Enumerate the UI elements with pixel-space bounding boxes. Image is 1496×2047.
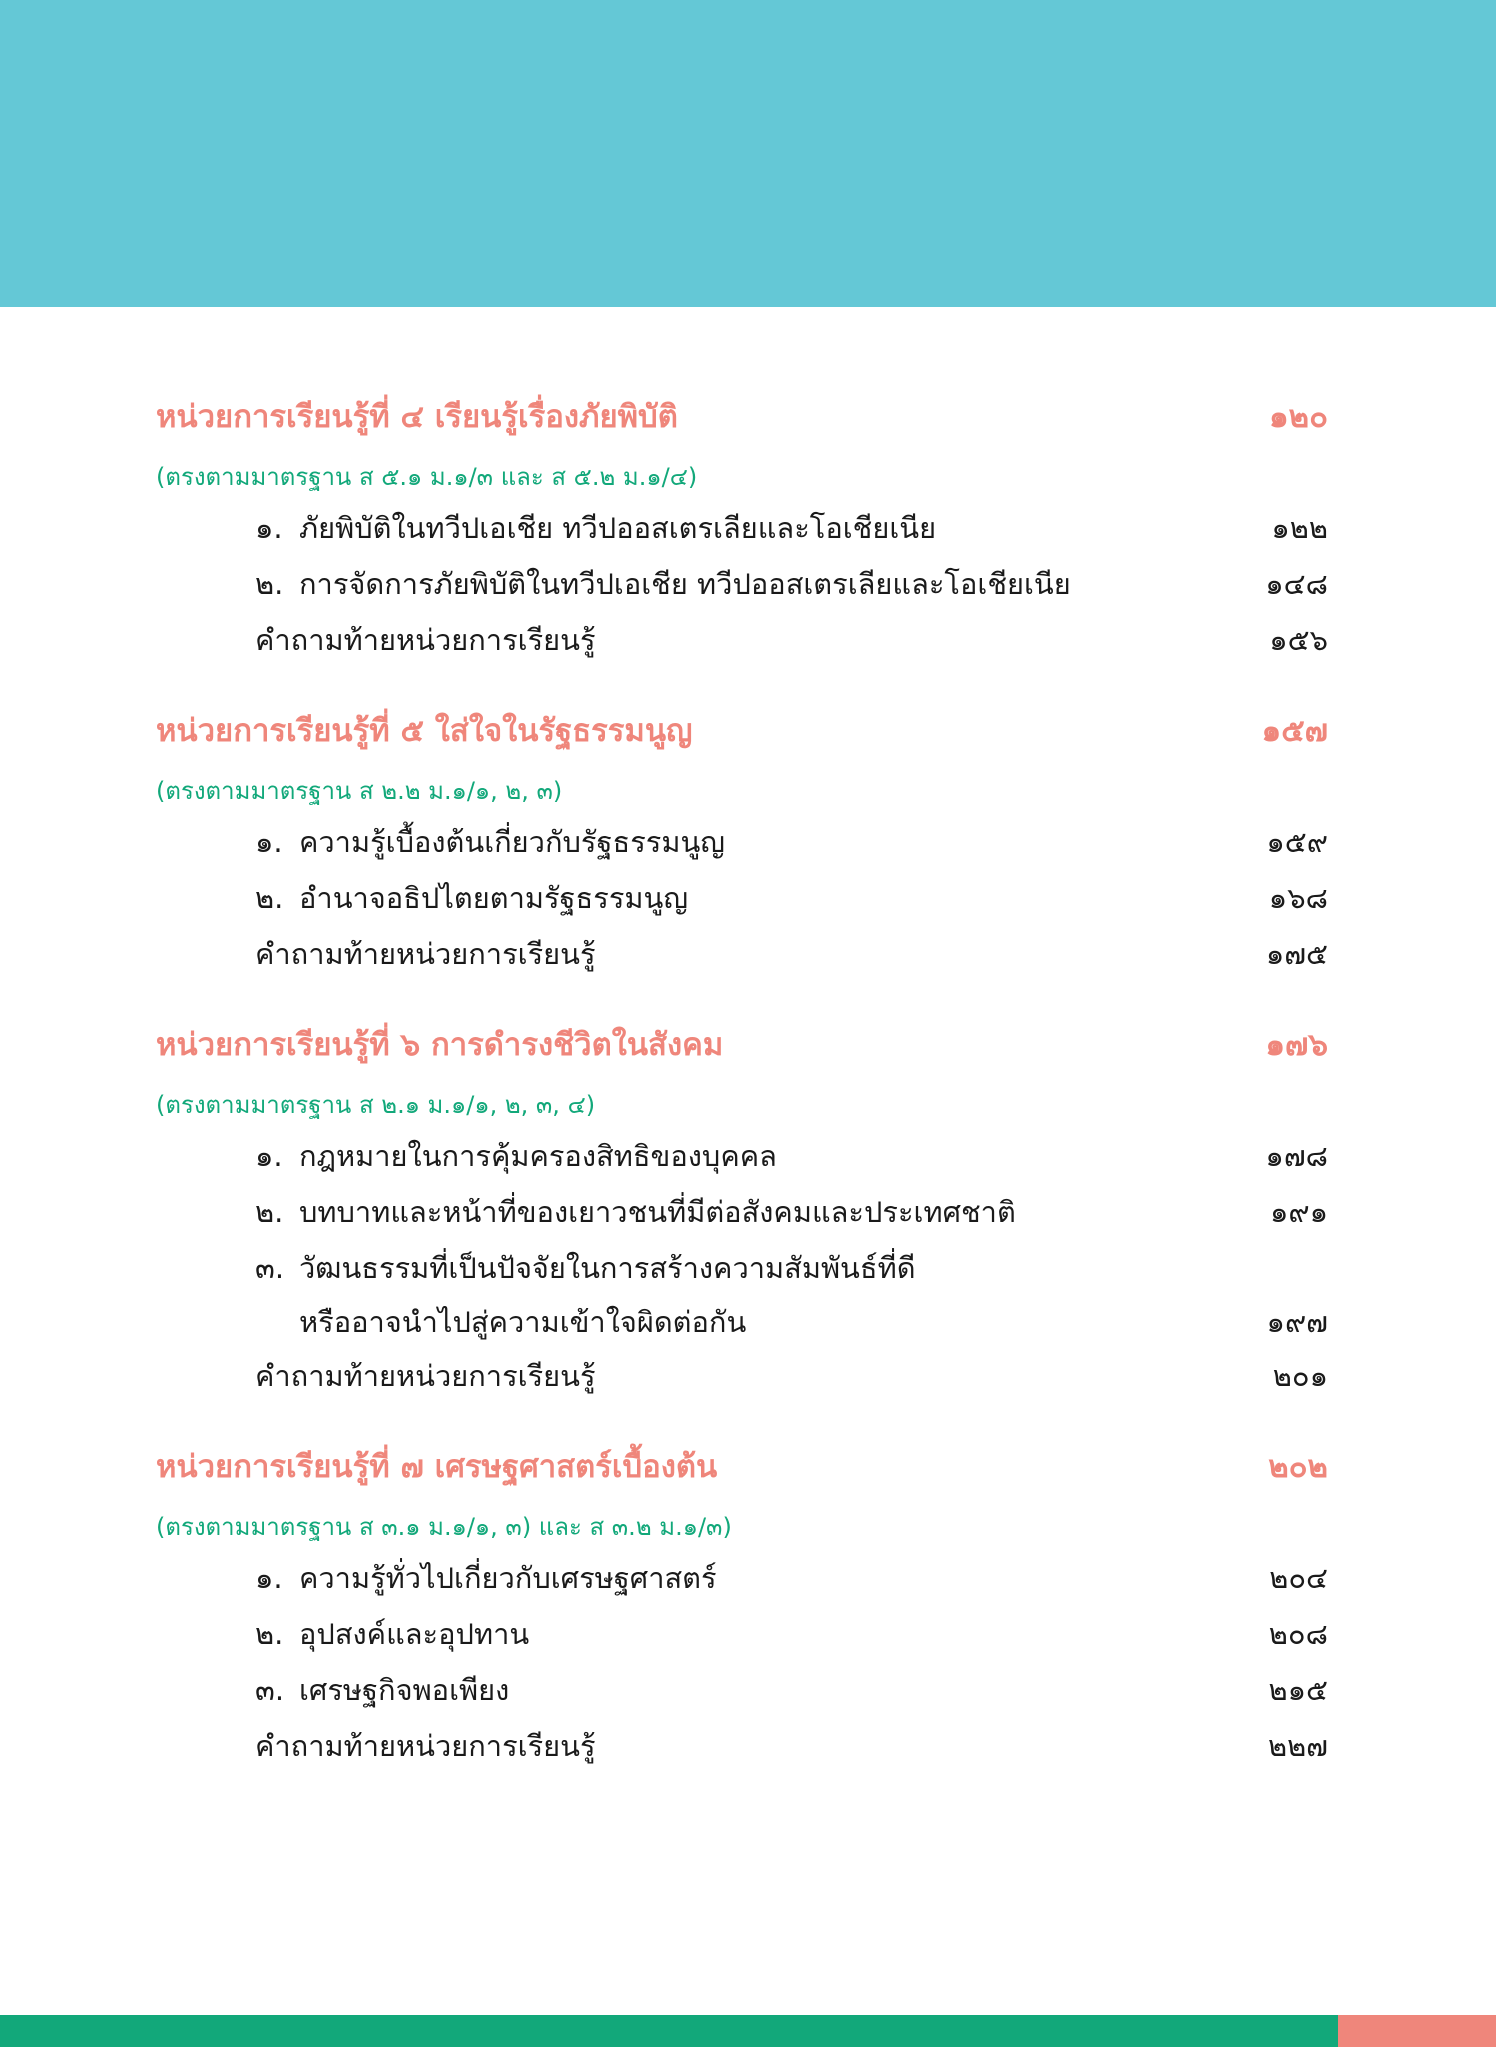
unit-title: หน่วยการเรียนรู้ที่ ๕ ใส่ใจในรัฐธรรมนูญ [156,713,693,749]
item-page-number: ๑๕๙ [1266,825,1328,859]
item-number: ๑. [255,1139,283,1173]
toc-item[interactable] [0,1606,1496,1662]
footer-bar-green [0,2015,1338,2047]
item-label [255,814,725,870]
item-page-number: ๑๙๗ [1266,1305,1328,1339]
item-page-number: ๒๐๔ [1269,1561,1328,1595]
unit-page-number: ๑๗๖ [1265,1027,1328,1063]
quiz-page-number: ๒๒๗ [1267,1729,1328,1763]
item-number: ๑. [255,511,283,545]
item-label [255,556,1071,612]
unit-standard [0,768,1496,814]
quiz-text: คำถามท้ายหน่วยการเรียนรู้ [255,937,596,971]
quiz-page-number: ๑๗๕ [1265,937,1328,971]
toc-item[interactable] [0,1184,1496,1240]
quiz-text: คำถามท้ายหน่วยการเรียนรู้ [255,623,596,657]
unit-6 [0,1008,1496,1404]
unit-heading[interactable] [0,1008,1496,1082]
unit-title: หน่วยการเรียนรู้ที่ ๔ เรียนรู้เรื่องภัยพิบัติ [156,399,678,435]
quiz-text: คำถามท้ายหน่วยการเรียนรู้ [255,1359,596,1393]
item-page-number: ๑๒๒ [1271,511,1328,545]
item-label [255,1662,509,1718]
item-label [255,1128,777,1184]
standard-text: (ตรงตามมาตรฐาน ส ๓.๑ ม.๑/๑, ๓) และ ส ๓.๒ ม.๑/๓) [156,1513,732,1541]
toc-item[interactable] [0,556,1496,612]
toc-item-continuation[interactable] [0,1296,1496,1348]
unit-title: หน่วยการเรียนรู้ที่ ๗ เศรษฐศาสตร์เบื้องต้น [156,1449,718,1485]
item-number: ๒. [255,567,284,601]
item-text: ความรู้เบื้องต้นเกี่ยวกับรัฐธรรมนูญ [299,825,726,859]
unit-standard [0,1504,1496,1550]
standard-text: (ตรงตามมาตรฐาน ส ๕.๑ ม.๑/๓ และ ส ๕.๒ ม.๑/๔) [156,463,698,491]
toc-item[interactable] [0,1128,1496,1184]
toc-item[interactable] [0,1240,1496,1296]
unit-7 [0,1430,1496,1774]
item-page-number: ๑๗๘ [1265,1139,1328,1173]
unit-standard [0,454,1496,500]
top-banner [0,0,1496,307]
item-number: ๒. [255,1195,284,1229]
item-text: บทบาทและหน้าที่ของเยาวชนที่มีต่อสังคมและประเทศชาติ [299,1195,1016,1229]
unit-page-number: ๑๒๐ [1268,399,1328,435]
unit-heading[interactable] [0,694,1496,768]
item-label [255,500,936,556]
unit-page-number: ๒๐๒ [1268,1449,1328,1485]
item-number: ๑. [255,1561,283,1595]
quiz-page-number: ๒๐๑ [1272,1359,1328,1393]
toc-item[interactable] [0,1662,1496,1718]
unit-page-number: ๑๕๗ [1261,713,1328,749]
item-text: อำนาจอธิปไตยตามรัฐธรรมนูญ [299,881,689,915]
item-text: ความรู้ทั่วไปเกี่ยวกับเศรษฐศาสตร์ [299,1561,717,1595]
item-text: อุปสงค์และอุปทาน [299,1617,530,1651]
item-label [255,1184,1016,1240]
unit-4 [0,380,1496,668]
toc-item[interactable] [0,814,1496,870]
item-number: ๒. [255,1617,284,1651]
table-of-contents [0,380,1496,1800]
item-number: ๓. [255,1251,285,1285]
toc-item[interactable] [0,1550,1496,1606]
unit-standard [0,1082,1496,1128]
item-label [255,1606,529,1662]
item-page-number: ๒๐๘ [1268,1617,1328,1651]
toc-quiz[interactable] [0,1348,1496,1404]
item-page-number: ๑๖๘ [1268,881,1328,915]
standard-text: (ตรงตามมาตรฐาน ส ๒.๒ ม.๑/๑, ๒, ๓) [156,777,563,805]
item-page-number: ๒๑๕ [1268,1673,1328,1707]
item-label [255,1240,916,1296]
item-number: ๒. [255,881,284,915]
item-continuation-text: หรืออาจนำไปสู่ความเข้าใจผิดต่อกัน [299,1305,747,1339]
unit-title: หน่วยการเรียนรู้ที่ ๖ การดำรงชีวิตในสังคม [156,1027,724,1063]
unit-heading[interactable] [0,380,1496,454]
unit-heading[interactable] [0,1430,1496,1504]
item-number: ๑. [255,825,283,859]
item-page-number: ๑๔๘ [1265,567,1328,601]
toc-quiz[interactable] [0,926,1496,982]
item-text: เศรษฐกิจพอเพียง [299,1673,510,1707]
toc-item[interactable] [0,500,1496,556]
standard-text: (ตรงตามมาตรฐาน ส ๒.๑ ม.๑/๑, ๒, ๓, ๔) [156,1091,596,1119]
unit-5 [0,694,1496,982]
item-label [255,870,688,926]
toc-item[interactable] [0,870,1496,926]
item-text: การจัดการภัยพิบัติในทวีปเอเชีย ทวีปออสเตรเลียและโอเชียเนีย [299,567,1071,601]
item-text: ภัยพิบัติในทวีปเอเชีย ทวีปออสเตรเลียและโอเชียเนีย [299,511,937,545]
quiz-page-number: ๑๕๖ [1269,623,1328,657]
toc-quiz[interactable] [0,612,1496,668]
footer-bar-coral [1338,2015,1496,2047]
item-label [255,1550,717,1606]
quiz-text: คำถามท้ายหน่วยการเรียนรู้ [255,1729,596,1763]
item-text: กฎหมายในการคุ้มครองสิทธิของบุคคล [299,1139,777,1173]
item-page-number: ๑๙๑ [1269,1195,1328,1229]
toc-quiz[interactable] [0,1718,1496,1774]
item-number: ๓. [255,1673,285,1707]
item-text: วัฒนธรรมที่เป็นปัจจัยในการสร้างความสัมพันธ์ที่ดี [299,1251,916,1285]
